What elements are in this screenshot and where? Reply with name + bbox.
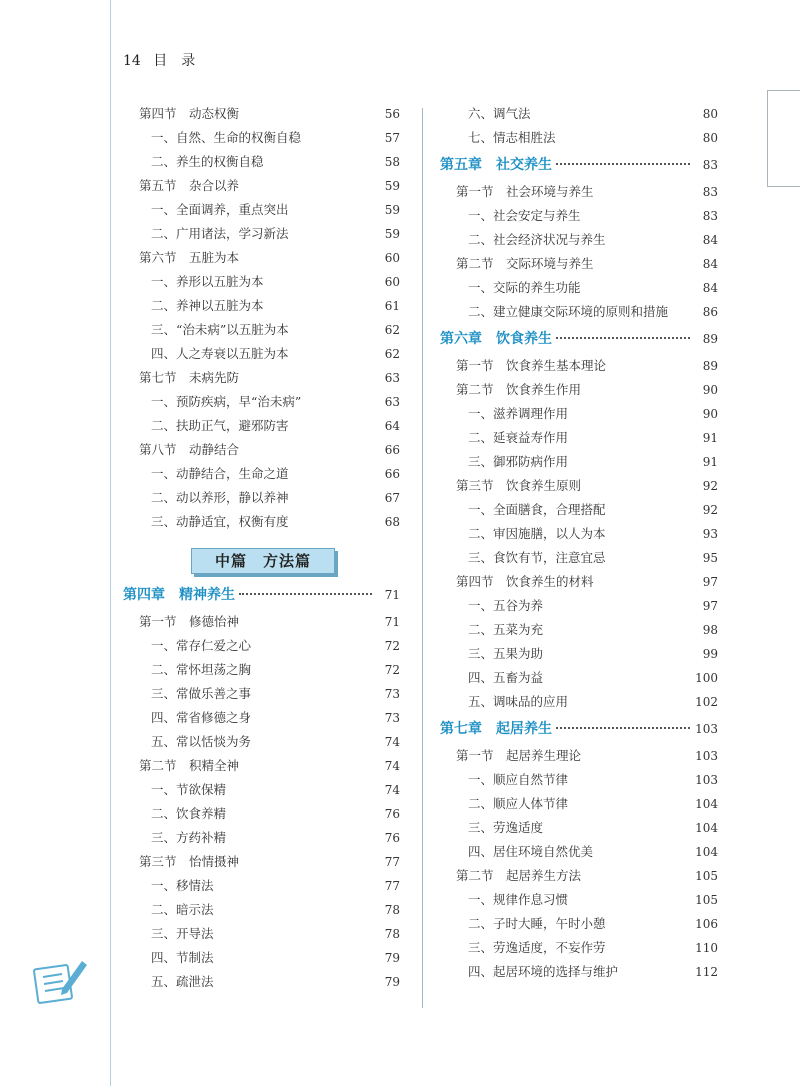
toc-item-row (440, 666, 718, 690)
toc-item-row (123, 682, 400, 706)
toc-item-title: 四、常省修德之身 (151, 710, 252, 725)
page-header (123, 50, 203, 70)
page-ref: 78 (384, 927, 400, 941)
page-ref: 63 (384, 395, 400, 409)
toc-item-title: 一、滋养调理作用 (468, 406, 569, 421)
toc-chapter-row (123, 580, 400, 610)
toc-item-title: 四、节制法 (151, 950, 214, 965)
toc-item-title: 一、常存仁爱之心 (151, 638, 252, 653)
toc-section-title: 第六节 五脏为本 (139, 250, 240, 265)
toc-item-title: 三、方药补精 (151, 830, 227, 845)
page-ref: 72 (384, 639, 400, 653)
toc-right-column (440, 102, 718, 984)
toc-item-row (123, 658, 400, 682)
toc-section-row (440, 180, 718, 204)
page-ref: 63 (384, 371, 400, 385)
toc-item-row (123, 874, 400, 898)
page-ref: 74 (384, 783, 400, 797)
toc-section-title: 第四节 动态权衡 (139, 106, 240, 121)
toc-section-title: 第一节 社会环境与养生 (456, 184, 594, 199)
page-ref: 76 (384, 807, 400, 821)
toc-item-title: 二、社会经济状况与养生 (468, 232, 606, 247)
page-ref: 77 (384, 855, 400, 869)
page-ref: 73 (384, 687, 400, 701)
toc-left-column (123, 102, 400, 994)
toc-section-row (123, 754, 400, 778)
page-ref: 59 (384, 179, 400, 193)
toc-item-title: 一、全面调养，重点突出 (151, 202, 289, 217)
toc-section-title: 第一节 饮食养生基本理论 (456, 358, 607, 373)
toc-item-row (123, 198, 400, 222)
toc-item-row (123, 390, 400, 414)
toc-item-row (440, 816, 718, 840)
toc-item-row (440, 102, 718, 126)
toc-item-row (123, 126, 400, 150)
part-heading: 中篇 方法篇 (191, 548, 335, 574)
toc-section-row (123, 246, 400, 270)
toc-item-row (123, 970, 400, 994)
page-ref: 93 (702, 527, 718, 541)
chapter-number: 第六章 (440, 331, 482, 347)
toc-item-row (440, 126, 718, 150)
page-ref: 102 (695, 695, 718, 709)
page-ref: 104 (695, 821, 718, 835)
page-ref: 99 (702, 647, 718, 661)
leader-dots (239, 593, 372, 595)
toc-item-row (123, 294, 400, 318)
page-ref: 84 (702, 281, 718, 295)
page-ref: 83 (702, 158, 718, 172)
page-ref: 80 (702, 107, 718, 121)
toc-item-row (123, 922, 400, 946)
page-ref: 74 (384, 735, 400, 749)
toc-item-title: 二、子时大睡，午时小憩 (468, 916, 606, 931)
toc-item-title: 一、五谷为养 (468, 598, 544, 613)
page-ref: 60 (384, 251, 400, 265)
page-ref: 56 (384, 107, 400, 121)
toc-item-row (440, 936, 718, 960)
toc-section-row (440, 378, 718, 402)
toc-item-row (123, 802, 400, 826)
page-ref: 97 (702, 575, 718, 589)
toc-item-row (440, 228, 718, 252)
toc-item-row (123, 826, 400, 850)
part-heading-row (123, 534, 400, 580)
page-ref: 100 (695, 671, 718, 685)
page-ref: 89 (702, 332, 718, 346)
chapter-name: 饮食养生 (496, 331, 552, 347)
toc-item-title: 四、居住环境自然优美 (468, 844, 594, 859)
page-ref: 59 (384, 227, 400, 241)
toc-item-title: 二、审因施膳，以人为本 (468, 526, 606, 541)
toc-item-row (123, 486, 400, 510)
page-ref: 104 (695, 797, 718, 811)
toc-item-row (123, 706, 400, 730)
chapter-title (440, 324, 552, 354)
page-ref: 86 (702, 305, 718, 319)
page-ref: 89 (702, 359, 718, 373)
toc-item-title: 二、饮食养精 (151, 806, 227, 821)
toc-item-row (440, 204, 718, 228)
chapter-number: 第七章 (440, 721, 482, 737)
page-ref: 83 (702, 209, 718, 223)
toc-item-title: 二、常怀坦荡之胸 (151, 662, 252, 677)
page-ref: 91 (702, 455, 718, 469)
toc-section-title: 第二节 起居养生方法 (456, 868, 582, 883)
page-ref: 104 (695, 845, 718, 859)
toc-section-row (440, 864, 718, 888)
page-ref: 62 (384, 347, 400, 361)
toc-section-title: 第二节 积精全神 (139, 758, 240, 773)
page-ref: 77 (384, 879, 400, 893)
toc-item-row (440, 402, 718, 426)
page-ref: 72 (384, 663, 400, 677)
toc-item-row (123, 342, 400, 366)
toc-item-title: 二、动以养形，静以养神 (151, 490, 289, 505)
toc-section-title: 第三节 怡情摄神 (139, 854, 240, 869)
chapter-name: 精神养生 (179, 587, 235, 603)
toc-item-row (123, 898, 400, 922)
toc-item-title: 四、起居环境的选择与维护 (468, 964, 619, 979)
page-ref: 84 (702, 233, 718, 247)
page-ref: 90 (702, 383, 718, 397)
page-ref: 112 (695, 965, 718, 979)
toc-item-row (123, 946, 400, 970)
toc-section-row (440, 744, 718, 768)
page-ref: 66 (384, 443, 400, 457)
toc-item-title: 一、养形以五脏为本 (151, 274, 264, 289)
toc-item-row (440, 768, 718, 792)
toc-item-title: 三、劳逸适度，不妄作劳 (468, 940, 606, 955)
toc-item-title: 三、动静适宜，权衡有度 (151, 514, 289, 529)
toc-item-title: 一、动静结合，生命之道 (151, 466, 289, 481)
toc-item-row (123, 414, 400, 438)
toc-item-title: 七、情志相胜法 (468, 130, 556, 145)
toc-item-row (123, 634, 400, 658)
toc-item-title: 六、调气法 (468, 106, 531, 121)
page-ref: 98 (702, 623, 718, 637)
toc-item-title: 三、食饮有节，注意宜忌 (468, 550, 606, 565)
toc-item-title: 三、开导法 (151, 926, 214, 941)
toc-item-title: 三、“治未病”以五脏为本 (151, 322, 289, 337)
page-ref: 73 (384, 711, 400, 725)
page-ref: 92 (702, 479, 718, 493)
toc-item-row (440, 642, 718, 666)
toc-item-row (440, 300, 718, 324)
toc-section-row (123, 438, 400, 462)
toc-section-row (440, 354, 718, 378)
leader-dots (556, 163, 690, 165)
toc-item-row (123, 462, 400, 486)
toc-section-title: 第四节 饮食养生的材料 (456, 574, 594, 589)
toc-item-row (123, 730, 400, 754)
toc-section-row (440, 252, 718, 276)
toc-item-row (123, 222, 400, 246)
leader-dots (556, 337, 690, 339)
chapter-name: 起居养生 (496, 721, 552, 737)
toc-item-title: 四、人之寿衰以五脏为本 (151, 346, 289, 361)
page-ref: 68 (384, 515, 400, 529)
toc-item-title: 二、扶助正气，避邪防害 (151, 418, 289, 433)
toc-item-row (440, 618, 718, 642)
leader-dots (556, 727, 690, 729)
toc-item-title: 三、御邪防病作用 (468, 454, 569, 469)
toc-item-title: 三、常做乐善之事 (151, 686, 252, 701)
page-ref: 58 (384, 155, 400, 169)
page-ref: 110 (695, 941, 718, 955)
toc-item-title: 二、广用诸法，学习新法 (151, 226, 289, 241)
page-ref: 105 (695, 893, 718, 907)
page-edge-tab (767, 90, 800, 187)
toc-item-row (123, 778, 400, 802)
toc-item-title: 三、劳逸适度 (468, 820, 544, 835)
page-ref: 71 (384, 588, 400, 602)
page-ref: 103 (695, 773, 718, 787)
chapter-title (123, 580, 235, 610)
toc-item-row (123, 318, 400, 342)
page-ref: 83 (702, 185, 718, 199)
page-ref: 97 (702, 599, 718, 613)
page-ref: 79 (384, 951, 400, 965)
toc-item-row (123, 510, 400, 534)
chapter-number: 第五章 (440, 157, 482, 173)
toc-item-title: 一、交际的养生功能 (468, 280, 581, 295)
toc-section-row (440, 474, 718, 498)
toc-section-title: 第五节 杂合以养 (139, 178, 240, 193)
chapter-name: 社交养生 (496, 157, 552, 173)
toc-item-title: 三、五果为助 (468, 646, 544, 661)
toc-item-row (440, 792, 718, 816)
toc-item-title: 二、顺应人体节律 (468, 796, 569, 811)
toc-item-row (440, 426, 718, 450)
page-ref: 57 (384, 131, 400, 145)
chapter-title (440, 150, 552, 180)
toc-item-title: 一、自然、生命的权衡自稳 (151, 130, 302, 145)
page-ref: 91 (702, 431, 718, 445)
toc-chapter-row (440, 150, 718, 180)
toc-item-title: 二、五菜为充 (468, 622, 544, 637)
page-ref: 80 (702, 131, 718, 145)
toc-section-row (123, 174, 400, 198)
toc-item-row (440, 840, 718, 864)
toc-item-title: 四、五畜为益 (468, 670, 544, 685)
margin-rule (110, 0, 111, 1086)
chapter-title (440, 714, 552, 744)
page-ref: 92 (702, 503, 718, 517)
page-ref: 64 (384, 419, 400, 433)
toc-section-row (440, 570, 718, 594)
toc-item-title: 二、建立健康交际环境的原则和措施 (468, 304, 669, 319)
toc-item-title: 一、规律作息习惯 (468, 892, 569, 907)
toc-section-title: 第一节 起居养生理论 (456, 748, 582, 763)
toc-item-row (123, 270, 400, 294)
toc-item-row (440, 960, 718, 984)
toc-item-title: 五、常以恬惔为务 (151, 734, 252, 749)
page-ref: 79 (384, 975, 400, 989)
toc-section-title: 第七节 未病先防 (139, 370, 240, 385)
toc-item-row (440, 276, 718, 300)
toc-section-row (123, 850, 400, 874)
toc-item-title: 二、养生的权衡自稳 (151, 154, 264, 169)
page-ref: 61 (384, 299, 400, 313)
toc-item-title: 五、疏泄法 (151, 974, 214, 989)
toc-chapter-row (440, 324, 718, 354)
column-divider (422, 108, 423, 1008)
page-ref: 103 (695, 722, 718, 736)
page-ref: 95 (702, 551, 718, 565)
page-ref: 59 (384, 203, 400, 217)
page-ref: 78 (384, 903, 400, 917)
page-ref: 71 (384, 615, 400, 629)
toc-item-row (440, 690, 718, 714)
toc-item-row (440, 498, 718, 522)
toc-item-title: 一、顺应自然节律 (468, 772, 569, 787)
toc-item-row (440, 522, 718, 546)
toc-section-row (123, 102, 400, 126)
page-ref: 66 (384, 467, 400, 481)
page-ref: 103 (695, 749, 718, 763)
page-ref: 60 (384, 275, 400, 289)
toc-section-row (123, 610, 400, 634)
toc-section-title: 第二节 饮食养生作用 (456, 382, 582, 397)
toc-item-title: 一、社会安定与养生 (468, 208, 581, 223)
toc-chapter-row (440, 714, 718, 744)
notebook-pencil-icon (32, 955, 88, 1007)
page-ref: 67 (384, 491, 400, 505)
toc-section-title: 第二节 交际环境与养生 (456, 256, 594, 271)
toc-item-title: 一、移情法 (151, 878, 214, 893)
toc-item-row (123, 150, 400, 174)
page-ref: 76 (384, 831, 400, 845)
toc-item-title: 一、节欲保精 (151, 782, 227, 797)
page-ref: 62 (384, 323, 400, 337)
toc-item-row (440, 450, 718, 474)
toc-item-title: 二、暗示法 (151, 902, 214, 917)
chapter-number: 第四章 (123, 587, 165, 603)
toc-section-title: 第一节 修德怡神 (139, 614, 240, 629)
page-ref: 106 (695, 917, 718, 931)
toc-item-row (440, 594, 718, 618)
toc-item-title: 一、全面膳食，合理搭配 (468, 502, 606, 517)
page-ref: 84 (702, 257, 718, 271)
toc-section-title: 第八节 动静结合 (139, 442, 240, 457)
toc-item-title: 五、调味品的应用 (468, 694, 569, 709)
page-ref: 74 (384, 759, 400, 773)
page-number: 14 (123, 53, 141, 69)
toc-item-title: 二、延衰益寿作用 (468, 430, 569, 445)
toc-item-row (440, 888, 718, 912)
toc-item-row (440, 546, 718, 570)
toc-item-title: 一、预防疾病，早“治未病” (151, 394, 302, 409)
toc-section-title: 第三节 饮食养生原则 (456, 478, 582, 493)
page-ref: 90 (702, 407, 718, 421)
toc-section-row (123, 366, 400, 390)
toc-item-title: 二、养神以五脏为本 (151, 298, 264, 313)
page-ref: 105 (695, 869, 718, 883)
toc-item-row (440, 912, 718, 936)
page-running-title: 目 录 (153, 53, 196, 69)
